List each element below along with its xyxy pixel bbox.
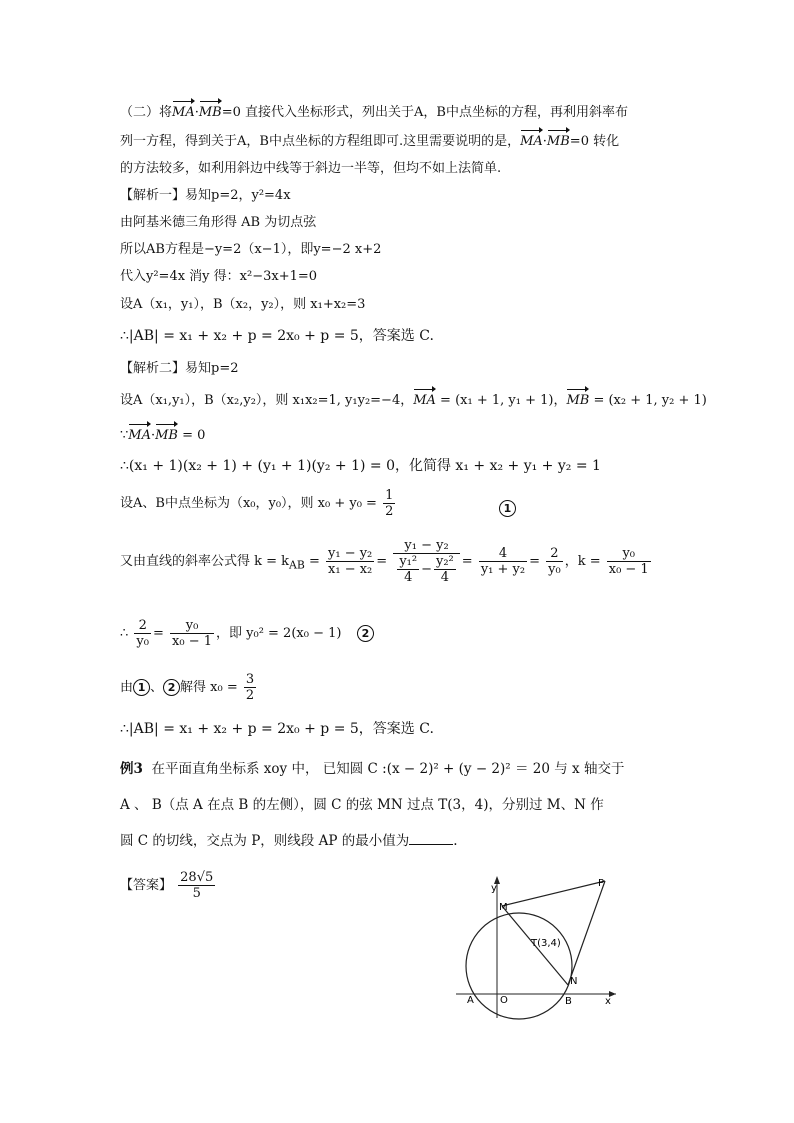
- sol2-line2: [120, 427, 205, 445]
- text: = (x₁ + 1, y₁ + 1)，: [435, 393, 567, 408]
- numerator: y₁ − y₂: [393, 538, 459, 554]
- example-label: 例3: [120, 761, 143, 777]
- sol2-heading: 【解析二】易知p=2: [120, 361, 239, 376]
- vector-ma: MA: [413, 393, 436, 408]
- sol2-line7: [120, 672, 258, 703]
- text: ·: [150, 428, 156, 443]
- sol1-line5: ∴|AB| = x₁ + x₂ + p = 2x₀ + p = 5，答案选 C.: [120, 328, 434, 344]
- numerator: y₂²: [436, 554, 454, 569]
- fraction: [134, 618, 151, 649]
- sol2-line3: ∴(x₁ + 1)(x₂ + 1) + (y₁ + 1)(y₂ + 1) = 0，化简得 x₁ + x₂ + y₁ + y₂ = 1: [120, 458, 601, 474]
- label-x: x: [605, 996, 611, 1007]
- fraction: [607, 546, 651, 577]
- text: = 0: [178, 428, 206, 443]
- numerator: 4: [479, 546, 527, 562]
- fraction: [244, 672, 256, 703]
- text: 设A（x₁,y₁），B（x₂,y₂），则 x₁x₂=1, y₁y₂=−4，: [120, 393, 414, 408]
- denominator: 2: [385, 504, 394, 519]
- text: ∵: [120, 428, 129, 443]
- answer-blank: [409, 832, 453, 845]
- denominator: y₀: [548, 562, 561, 577]
- numerator: 2: [134, 618, 151, 634]
- answer-label: 【答案】: [120, 878, 173, 893]
- part2-line2: [120, 133, 619, 151]
- denominator: y₀: [136, 634, 149, 649]
- numerator: 3: [245, 672, 255, 687]
- sol1-line1: 由阿基米德三角形得 AB 为切点弦: [120, 215, 317, 230]
- fraction-half: [383, 488, 395, 519]
- equation-marker-1: 1: [133, 679, 150, 696]
- label-n: N: [570, 976, 578, 987]
- text: = (x₂ + 1, y₂ + 1): [589, 393, 707, 408]
- text: ·: [194, 105, 199, 120]
- text: .: [453, 833, 458, 849]
- equation-marker-2: 2: [357, 625, 374, 642]
- label-o: O: [500, 995, 508, 1006]
- text: ∴: [120, 626, 129, 641]
- example3-line2: A 、 B（点 A 在点 B 的左侧），圆 C 的弦 MN 过点 T(3，4)，分别过 M、N 作: [120, 797, 604, 813]
- label-y: y: [491, 883, 497, 894]
- numerator: y₁ − y₂: [328, 546, 373, 561]
- text: 又由直线的斜率公式得 k = k: [120, 554, 290, 569]
- example3: [120, 751, 680, 859]
- denominator: y₁ + y₂: [480, 562, 526, 577]
- text: =: [304, 554, 324, 569]
- label-p: P: [598, 878, 605, 889]
- sol1-line4: 设A（x₁，y₁），B（x₂，y₂），则 x₁+x₂=3: [120, 297, 366, 312]
- denominator: x₀ − 1: [608, 562, 649, 577]
- fraction: [479, 546, 527, 577]
- numerator: 2: [546, 546, 563, 562]
- denominator: x₀ − 1: [172, 634, 212, 649]
- label-b: B: [565, 996, 572, 1007]
- sol2-line4: [120, 488, 397, 519]
- vector-mb: MB: [566, 393, 590, 408]
- text: 、: [150, 680, 164, 695]
- equation-marker-2: 2: [163, 679, 180, 696]
- sol2-line8: ∴|AB| = x₁ + x₂ + p = 2x₀ + p = 5，答案选 C.: [120, 721, 434, 737]
- vector-ma: MA: [172, 105, 195, 120]
- sol2-line5: 又由直线的斜率公式得 $k = k_{AB}$ = $\frac{\text{y₁ − y₂}}{\text{x₁ − x₂}}$ = y₁ − y₂ $\frac{\text{y₁²}}{4}$ − $\frac{\text{y₂²}}{4}$ = $\frac{4}{\text{y₁ + y₂}}$ = $\frac{2}{\text{y₀}}$ ，k = $\frac{\text{y₀}}{\text{x₀ − 1}}$: [120, 538, 649, 585]
- fraction: [393, 538, 459, 585]
- fraction: [546, 546, 563, 577]
- vector-mb: MB: [546, 134, 570, 149]
- denominator: $\frac{\text{y₁²}}{4}$ − $\frac{\text{y₂²}}{4}$: [399, 554, 454, 585]
- vector-ma: MA: [128, 428, 151, 443]
- fraction: [434, 554, 456, 585]
- text: 圆 C 的切线，交点为 P，则线段 AP 的最小值为: [120, 833, 410, 849]
- geometry-figure: [455, 870, 625, 1020]
- text: =0 转化: [569, 134, 620, 149]
- text: ，k =: [564, 554, 601, 569]
- denominator: 4: [404, 570, 413, 585]
- text: =0 直接代入坐标形式，列出关于A，B中点坐标的方程，再利用斜率布: [221, 105, 628, 120]
- numerator: y₀: [170, 618, 214, 634]
- answer-fraction: [178, 870, 215, 901]
- example3-line1: [120, 751, 680, 787]
- denominator: 4: [440, 570, 450, 585]
- fraction: [170, 618, 214, 649]
- tangent-np: [568, 881, 605, 985]
- text: 解得 x₀ =: [180, 680, 238, 695]
- text: 在平面直角坐标系 xoy 中， 已知圆 C :(x − 2)² + (y − 2)² ＝ 20 与 x 轴交于: [151, 761, 625, 777]
- sol1-heading: 【解析一】易知p=2，y²=4x: [120, 188, 291, 203]
- text: （二）将: [120, 105, 173, 120]
- equation-marker-1: 1: [499, 500, 516, 517]
- text: ·: [542, 134, 547, 149]
- numerator: 1: [385, 488, 394, 503]
- text: 设A、B中点坐标为（x₀，y₀），则 x₀ + y₀ =: [120, 496, 377, 511]
- numerator: y₁²: [399, 554, 418, 569]
- fraction: [326, 546, 374, 577]
- part2-line3: 的方法较多，如利用斜边中线等于斜边一半等，但均不如上法简单.: [120, 161, 502, 176]
- text: ，即 y₀² = 2(x₀ − 1): [216, 626, 342, 641]
- denominator: 2: [245, 688, 255, 703]
- denominator: 5: [192, 886, 201, 901]
- example3-line3: [120, 823, 680, 859]
- label-t: T(3,4): [531, 938, 561, 949]
- label-a: A: [467, 995, 474, 1006]
- vector-mb: MB: [155, 428, 178, 443]
- tangent-mp: [502, 881, 605, 906]
- subscript: AB: [289, 558, 305, 572]
- circle-c: [466, 913, 572, 1019]
- sol2-line1: [120, 392, 707, 410]
- part2-line1: [120, 104, 628, 122]
- sol1-line3: 代入y²=4x 消y 得：x²−3x+1=0: [120, 269, 318, 284]
- denominator: x₁ − x₂: [328, 562, 373, 577]
- text: 列一方程，得到关于A，B中点坐标的方程组即可.这里需要说明的是，: [120, 134, 521, 149]
- answer: [120, 870, 217, 901]
- label-m: M: [499, 902, 508, 913]
- fraction: [397, 554, 419, 585]
- numerator: 28√5: [180, 870, 214, 885]
- sol1-line2: 所以AB方程是−y=2（x−1），即y=−2 x+2: [120, 242, 382, 257]
- vector-ma: MA: [520, 134, 543, 149]
- vector-mb: MB: [198, 105, 222, 120]
- numerator: y₀: [607, 546, 651, 562]
- text: 由: [120, 680, 134, 695]
- sol2-line6: ∴ $\frac{2}{\text{y₀}}$ = $\frac{\text{y₀}}{\text{x₀ − 1}}$ ，即 y₀² = 2(x₀ − 1): [120, 618, 342, 649]
